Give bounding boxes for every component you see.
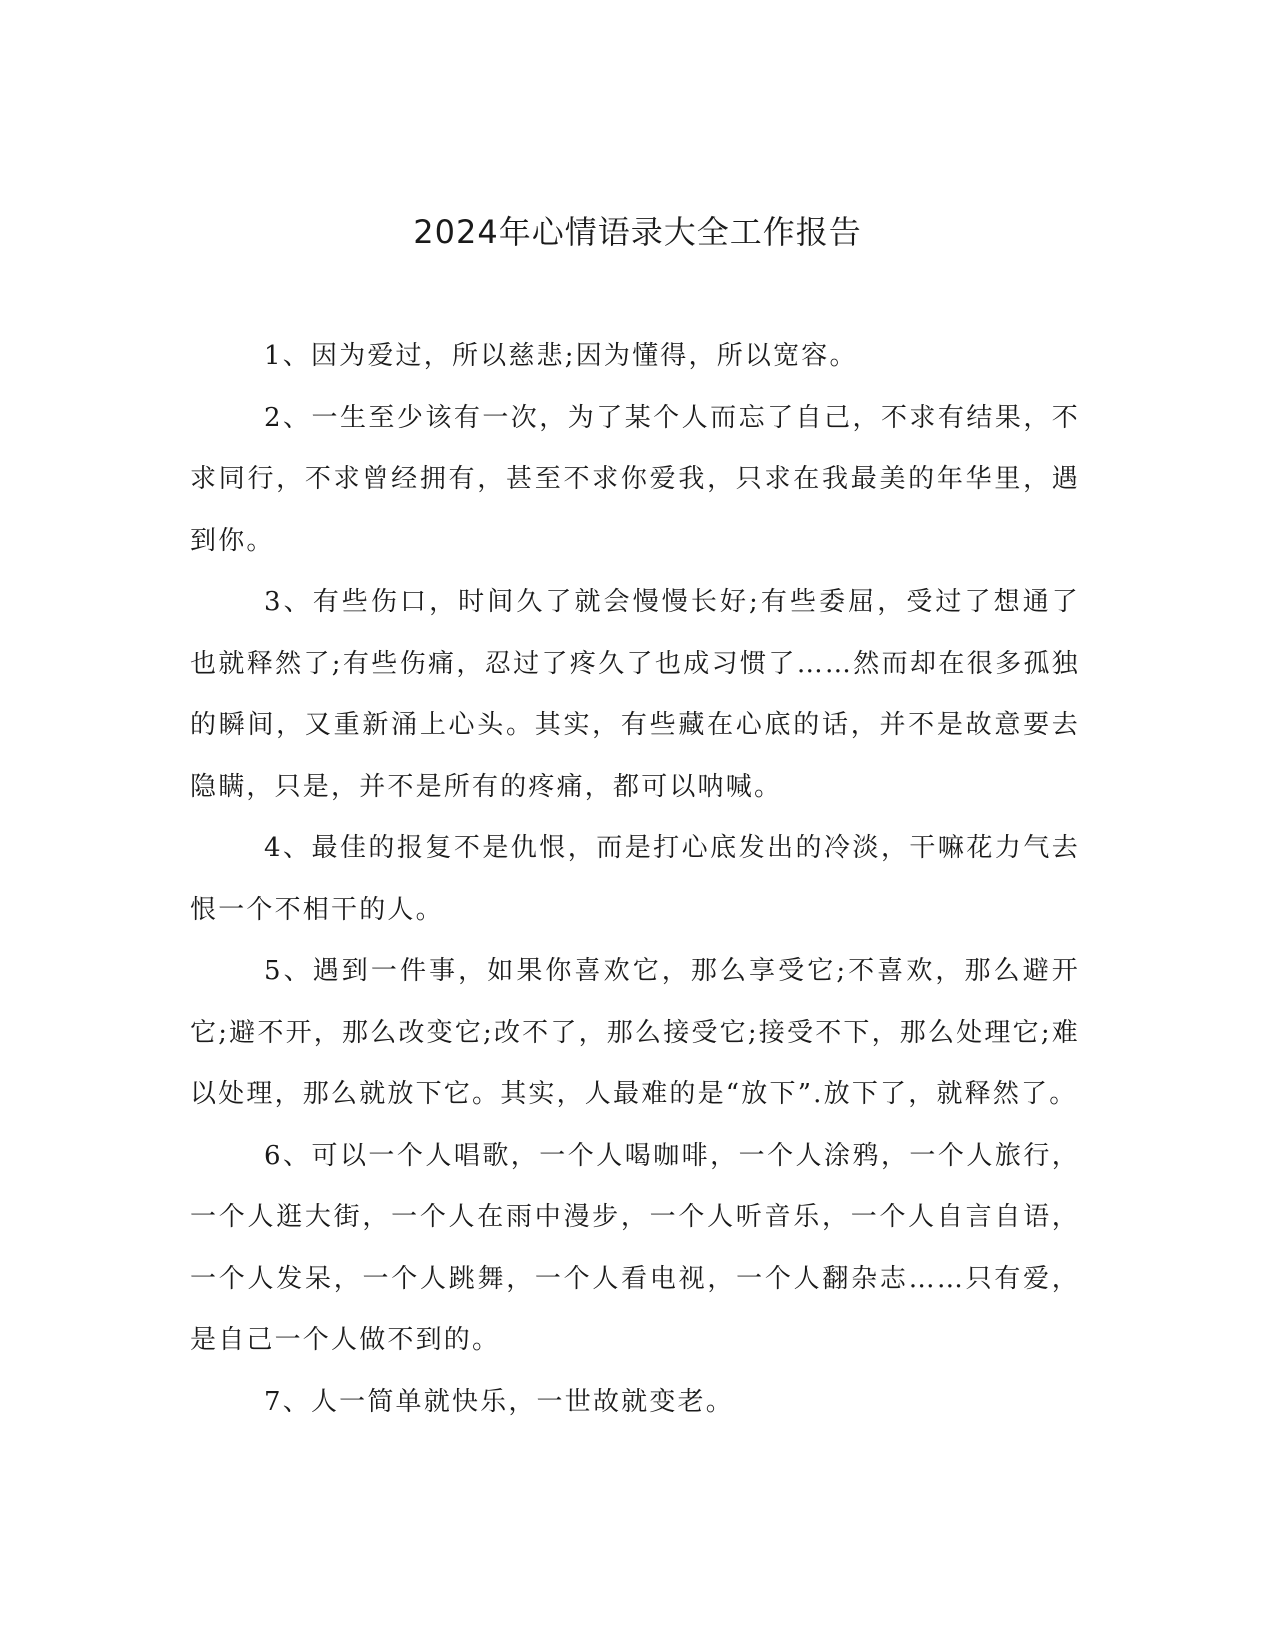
quote-paragraph-7: 7、人一简单就快乐，一世故就变老。 (264, 1386, 734, 1417)
quote-paragraph-2: 2、一生至少该有一次，为了某个人而忘了自己，不求有结果，不求同行，不求曾经拥有，甚至不求你爱我，只求在我最美的年华里，遇到你。 (190, 402, 1080, 556)
document-title: 2024年心情语录大全工作报告 (413, 213, 862, 251)
quote-paragraph-6: 6、可以一个人唱歌，一个人喝咖啡，一个人涂鸦，一个人旅行，一个人逛大街，一个人在雨中漫步，一个人听音乐，一个人自言自语，一个人发呆，一个人跳舞，一个人看电视，一个人翻杂志……只有爱，是自己一个人做不到的。 (190, 1140, 1080, 1355)
quote-paragraph-5: 5、遇到一件事，如果你喜欢它，那么享受它;不喜欢，那么避开它;避不开，那么改变它;改不了，那么接受它;接受不下，那么处理它;难以处理，那么就放下它。其实，人最难的是“放下”.放下了，就释然了。 (190, 956, 1080, 1109)
quote-paragraph-3: 3、有些伤口，时间久了就会慢慢长好;有些委屈，受过了想通了也就释然了;有些伤痛，忍过了疼久了也成习惯了……然而却在很多孤独的瞬间，又重新涌上心头。其实，有些藏在心底的话，并不是故意要去隐瞒，只是，并不是所有的疼痛，都可以呐喊。 (190, 587, 1080, 802)
quote-paragraph-1: 1、因为爱过，所以慈悲;因为懂得，所以宽容。 (264, 341, 858, 371)
document-body (190, 326, 1080, 1433)
quote-paragraph-4: 4、最佳的报复不是仇恨，而是打心底发出的冷淡，干嘛花力气去恨一个不相干的人。 (190, 833, 1080, 925)
